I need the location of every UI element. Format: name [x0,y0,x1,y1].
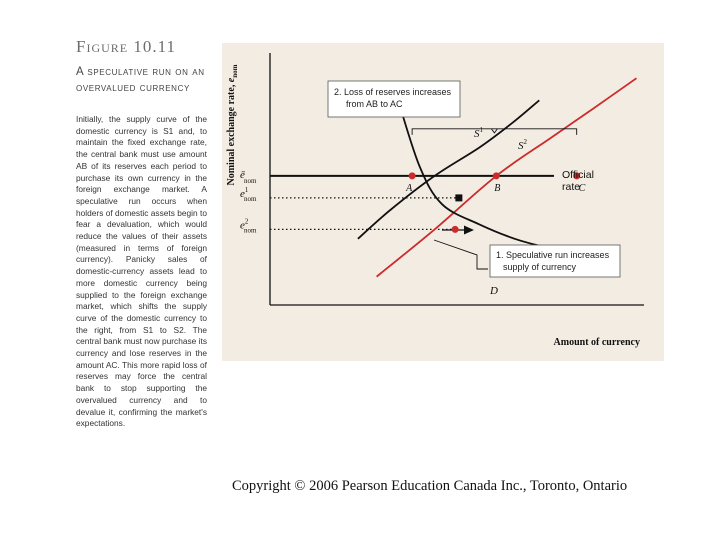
figure-heading: Figure 10.11 [76,37,176,56]
curve-d [397,97,565,251]
point-b [493,172,500,179]
point-e2 [452,226,459,233]
chart [222,43,664,361]
bracket-ac [412,129,577,135]
point-e1 [455,194,462,201]
point-label-b: B [494,182,501,194]
shift-arrow-icon [464,226,474,235]
y-tick-label: $e^1$ nom [240,185,257,203]
official-rate-label: Official [562,169,594,181]
point-label-a: A [406,182,413,194]
y-tick-label: $e^2$ nom [240,217,257,235]
y-axis-label: Nominal exchange rate, $e_{nom}$ [226,64,239,186]
curve-label-s1: $S^1$ [474,126,483,140]
annotation-loss-of-reserves: 2. Loss of reserves increases [334,87,452,97]
curve-label-d: D [490,285,498,297]
point-label-c: C [578,182,586,194]
official-rate-label: rate [562,181,581,193]
copyright-notice: Copyright © 2006 Pearson Education Canada Inc., Toronto, Ontario [232,478,628,494]
curve-label-s2: $S^2$ [518,138,527,152]
figure-caption: Initially, the supply curve of the domestic currency is S1 and, to maintain the fixed exchange rate, the central bank must use amount AB of its reserves each period to purchase its own currency in the foreign exchange market. A speculative run occurs when holders of domestic assets begin to fear a devaluation, which would reduce the values of their assets (measured in terms of foreign currency). Panicky sales of domestic-currency assets lead to more domestic currency being supplied to the foreign exchange market, which shifts the supply curve of the domestic currency to the right, from S1 to S2. The central bank must now purchase its currency and lose reserves in the amount AC. This more rapid loss of reserves may force the central bank to stop supporting the overvalued currency and to devalue it, confirming the market's expectations. [76,114,207,429]
y-tick-label: ēnom [240,168,257,185]
annotation-loss-of-reserves: from AB to AC [346,99,403,109]
annotation-speculative-run: supply of currency [503,262,577,272]
bracket-ac-notch [491,129,497,133]
leader-line [434,240,488,269]
figure-subtitle: A speculative run on an overvalued currency [76,66,205,94]
chart-panel [222,43,664,361]
x-axis-label: Amount of currency [553,337,640,348]
annotation-speculative-run: 1. Speculative run increases [496,250,610,260]
point-a [409,172,416,179]
